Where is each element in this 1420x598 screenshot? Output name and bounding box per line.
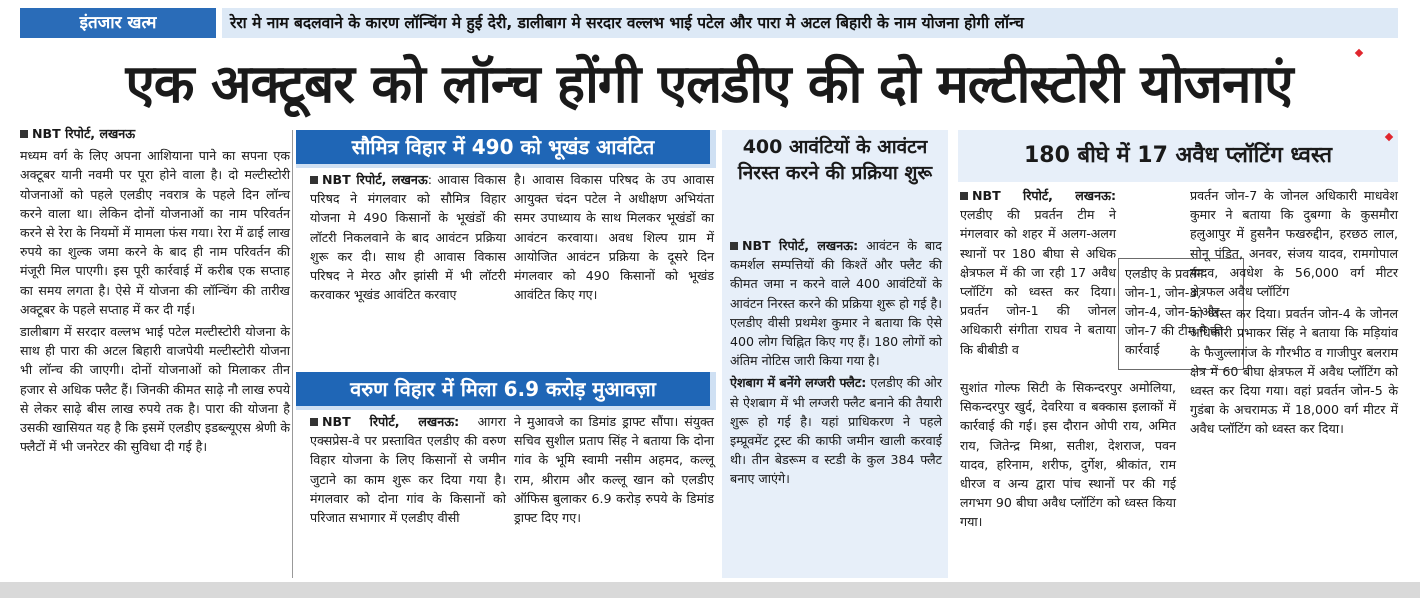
plotting-col-1-bottom (960, 378, 1176, 532)
section-kicker: इंतजार खत्म (20, 8, 216, 38)
plotting-col-1-rest: सुशांत गोल्फ सिटी के सिकन्दरपुर अमोलिया, सिकन्दरपुर खुर्द, देवरिया व बक्कास इलाकों में कार्रवाई की गई। इस दौरान ओपी राय, अमित राय, जितेन्द्र मिश्रा, सतीश, देशराज, पवन यादव, हरिनाम, शरीफ, दुर्गेश, श्रीकांत, राम धीरज व अन्य द्वारा पांच स्थानों पर की गई लगभग 90 बीघा अवैध प्लॉटिंग को ध्वस्त किया गया। (960, 380, 1176, 530)
plotting-inset-text: एलडीए के प्रवर्तन जोन-1, जोन-3, जोन-4, जोन-5 और जोन-7 की टीम ने की कार्रवाई (1125, 266, 1224, 357)
varun-byline: NBT रिपोर्ट, लखनऊ: (310, 414, 459, 429)
saumitra-col-2 (514, 170, 714, 304)
plotting-headline: 180 बीघे में 17 अवैध प्लॉटिंग ध्वस्त (1023, 143, 1333, 168)
plotting-col-2 (1190, 186, 1398, 439)
saumitra-col-1 (310, 170, 506, 304)
plotting-col-1-top (960, 186, 1116, 359)
plotting-col-2-rest: को ध्वस्त कर दिया। प्रवर्तन जोन-4 के जोनल अधिकारी प्रभाकर सिंह ने बताया कि मड़ियांव के फैजुल्लागंज के गौरभीठ व गाजीपुर बलराम क्षेत्र में 60 बीघा क्षेत्रफल में अवैध प्लॉटिंग को ध्वस्त कर दिया गया। वहां प्रवर्तन जोन-5 के गुडंबा के अचरामऊ में 18,000 वर्ग मीटर में अवैध प्लॉटिंग को ध्वस्त कर दिया। (1190, 306, 1398, 437)
saumitra-text-2: है। आवास विकास परिषद के उप आवास आयुक्त चंदन पटेल ने अधीक्षण अभियंता समर उपाध्याय के साथ मिलकर भूखंडों का आवंटन करवाया। अवध शिल्प ग्राम में आयोजित आवंटन प्रक्रिया के दूसरे दिन मंगलवार को 490 किसानों को भूखंड आवंटित किए गए। (514, 172, 714, 303)
saumitra-text-1: : आवास विकास परिषद ने मंगलवार को सौमित्र विहार योजना मे 490 किसानों के भूखंडों की लॉटरी निकलवाने के बाद आवंटन प्रक्रिया शुरू कर दी। साथ ही आवास विकास परिषद ने मेरठ और झांसी में भी लॉटरी करवाकर भूखंड आवंटित करवाए (310, 172, 506, 303)
saumitra-byline: NBT रिपोर्ट, लखनऊ (310, 172, 428, 187)
varun-col-2 (514, 412, 714, 527)
nirast-byline: NBT रिपोर्ट, लखनऊ: (730, 238, 858, 253)
varun-headline: वरुण विहार में मिला 6.9 करोड़ मुआवज़ा (296, 372, 716, 410)
strap-line: रेरा मे नाम बदलवाने के कारण लॉन्चिंग मे हुई देरी, डालीबाग मे सरदार वल्लभ भाई पटेल और पारा मे अटल बिहारी के नाम योजना होगी लॉन्च (222, 8, 1398, 38)
plotting-lead: एलडीए की प्रवर्तन टीम ने मंगलवार को शहर में अलग-अलग स्थानों पर 180 बीघा से अधिक क्षेत्रफल में की जा रही 17 अवैध प्लॉटिंग को ध्वस्त कर दिया। प्रवर्तन जोन-1 की जोनल अधिकारी संगीता राघव ने बताया कि बीबीडी व (960, 207, 1116, 357)
nirast-para-1: आवंटन के बाद कमर्शल सम्पत्तियों की किश्तें और फ्लैट की कीमत जमा न करने वाले 400 आवंटियों के आवंटन निरस्त करने की प्रक्रिया शुरू हो गई है। एलडीए वीसी प्रथमेश कुमार ने बताया कि ऐसे 400 लोग चिह्नित किए गए हैं। 180 लोगों को अंतिम नोटिस जारी किया गया है। (730, 238, 942, 369)
main-headline: एक अक्टूबर को लॉन्च होंगी एलडीए की दो मल्टीस्टोरी योजनाएं (125, 54, 1293, 115)
column-divider (292, 130, 293, 578)
main-para-2: डालीबाग में सरदार वल्लभ भाई पटेल मल्टीस्टोरी योजना के साथ ही पारा की अटल बिहारी वाजपेयी मल्टीस्टोरी योजना भी लॉन्च की जाएगी। दोनों योजनाओं को मिलाकर तीन हजार से अधिक फ्लैट हैं। जिनकी कीमत साढ़े नौ लाख रुपये से लेकर साढ़े बीस लाख रुपये तक है। पारा की योजना है उसकी खासियत यह है कि इसमें एलडीए इडब्ल्यूएस श्रेणी के फ्लैटों में भी जनरेटर की सुविधा दी गई है। (20, 324, 290, 455)
page-bottom-band (0, 582, 1420, 598)
varun-text-2: ने मुआवजे का डिमांड ड्राफ्ट सौंपा। संयुक्त सचिव सुशील प्रताप सिंह ने बताया कि दोना गांव के भूमि स्वामी नसीम अहमद, कल्लू राम, श्रीराम और कल्लू खान को एलडीए ऑफिस बुलाकर 6.9 करोड़ रुपये के डिमांड ड्राफ्ट दिए गए। (514, 414, 714, 526)
main-para-1: मध्यम वर्ग के लिए अपना आशियाना पाने का सपना एक अक्टूबर यानी नवमी पर पूरा होने वाला है। दो मल्टीस्टोरी योजनाओं को पहले एलडीए नवरात्र के पहले दिन लॉन्च करने वाला था। लेकिन दोनों योजनाओं का नाम परिवर्तन करने से रेरा के नियमों में मामला फंस गया। रेरा में ढाई लाख रुपये का शुल्क जमा करने के बाद ही नाम परिवर्तन की मंजूरी मिल पाएगी। इस पूरी कार्रवाई में करीब एक सप्ताह का समय लगता है। ऐसे में योजना की लॉन्चिंग की तारीख अक्टूबर के पहले सप्ताह में कर दी गई। (20, 148, 290, 317)
nirast-subhead: ऐशबाग में बनेंगे लग्जरी फ्लैट: (730, 375, 867, 391)
varun-col-1 (310, 412, 506, 527)
varun-text-1: आगरा एक्सप्रेस-वे पर प्रस्तावित एलडीए की वरुण विहार योजना के लिए किसानों से जमीन जुटाने का काम शुरू कर दिया गया है। मंगलवार को दोना गांव के किसानों को परिजात सभागार में एलडीए वीसी (310, 414, 506, 526)
main-byline: NBT रिपोर्ट, लखनऊ (20, 126, 135, 141)
saumitra-headline: सौमित्र विहार में 490 को भूखंड आवंटित (296, 130, 716, 168)
main-story (20, 124, 290, 456)
plotting-byline: NBT रिपोर्ट, लखनऊ: (960, 188, 1116, 203)
nirast-body (730, 236, 942, 489)
plotting-col-2-top: प्रवर्तन जोन-7 के जोनल अधिकारी माधवेश कुमार ने बताया कि दुबग्गा के कुसमौरा हलुआपुर में हुसनैन फखरुद्दीन, हरछठ लाल, सोनू पंडित, अनवर, संजय यादव, रामगोपाल यादव, अवधेश के 56,000 वर्ग मीटर क्षेत्रफल अवैध प्लॉटिंग (1190, 188, 1398, 300)
nirast-headline: 400 आवंटियों के आवंटन निरस्त करने की प्रक्रिया शुरू (737, 136, 933, 184)
nirast-para-2: एलडीए की ओर से ऐशबाग में भी लग्जरी फ्लैट बनाने की तैयारी शुरू हो गई है। यहां प्राधिकरण ने पहले इम्प्रूवमेंट ट्रस्ट की काफी जमीन खाली करवाई थी। तीन बेडरूम व स्टडी के कुल 384 फ्लैट बनाए जाएंगे। (730, 375, 942, 487)
